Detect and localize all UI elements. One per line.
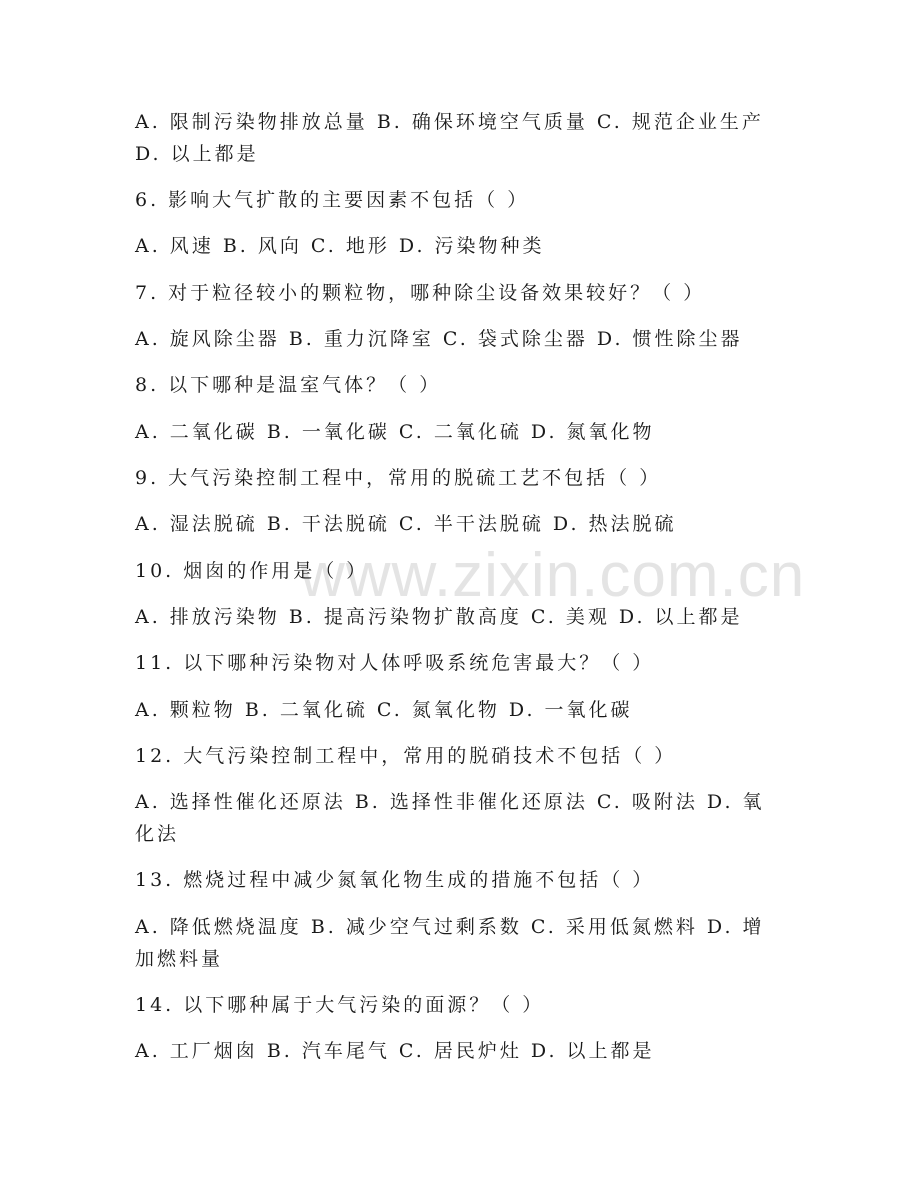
q8-options: A. 二氧化碳 B. 一氧化碳 C. 二氧化硫 D. 氮氧化物: [135, 421, 655, 443]
q12-options-line1: A. 选择性催化还原法 B. 选择性非催化还原法 C. 吸附法 D. 氧: [135, 791, 765, 813]
watermark: www.zixin.com.cn: [300, 541, 806, 610]
q13-options-line2: 加燃料量: [135, 948, 224, 970]
q9-question: 9. 大气污染控制工程中，常用的脱硫工艺不包括（ ）: [135, 467, 662, 489]
q7-question: 7. 对于粒径较小的颗粒物，哪种除尘设备效果较好？（ ）: [135, 282, 706, 304]
q5-options-line1: A. 限制污染物排放总量 B. 确保环境空气质量 C. 规范企业生产: [135, 111, 764, 133]
q8-question: 8. 以下哪种是温室气体？（ ）: [135, 374, 442, 396]
q5-options-line2: D. 以上都是: [135, 143, 259, 165]
q13-question: 13. 燃烧过程中减少氮氧化物生成的措施不包括（ ）: [135, 869, 655, 891]
q12-question: 12. 大气污染控制工程中，常用的脱硝技术不包括（ ）: [135, 745, 677, 767]
q10-question: 10. 烟囱的作用是（ ）: [135, 560, 369, 582]
q7-options: A. 旋风除尘器 B. 重力沉降室 C. 袋式除尘器 D. 惯性除尘器: [135, 328, 743, 350]
q9-options: A. 湿法脱硫 B. 干法脱硫 C. 半干法脱硫 D. 热法脱硫: [135, 513, 677, 535]
q10-options: A. 排放污染物 B. 提高污染物扩散高度 C. 美观 D. 以上都是: [135, 606, 743, 628]
q6-options: A. 风速 B. 风向 C. 地形 D. 污染物种类: [135, 235, 545, 257]
q6-question: 6. 影响大气扩散的主要因素不包括（ ）: [135, 189, 530, 211]
q13-options-line1: A. 降低燃烧温度 B. 减少空气过剩系数 C. 采用低氮燃料 D. 增: [135, 916, 765, 938]
q14-options: A. 工厂烟囱 B. 汽车尾气 C. 居民炉灶 D. 以上都是: [135, 1040, 655, 1062]
q11-question: 11. 以下哪种污染物对人体呼吸系统危害最大？（ ）: [135, 652, 655, 674]
q12-options-line2: 化法: [135, 823, 180, 845]
q14-question: 14. 以下哪种属于大气污染的面源？（ ）: [135, 994, 545, 1016]
q11-options: A. 颗粒物 B. 二氧化硫 C. 氮氧化物 D. 一氧化碳: [135, 699, 633, 721]
